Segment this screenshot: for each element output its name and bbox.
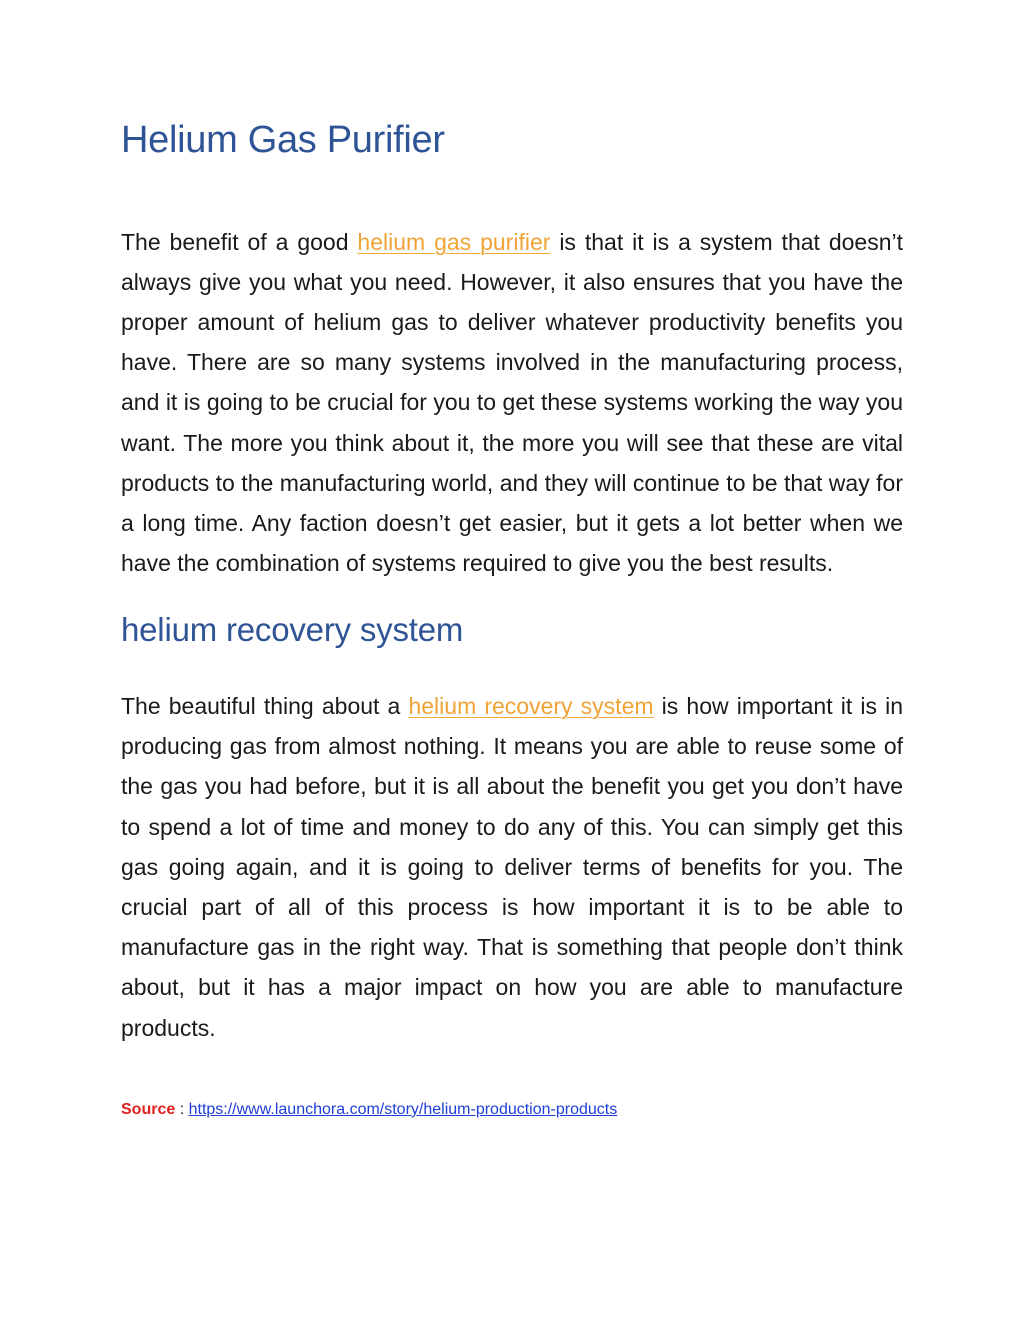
paragraph-helium-gas-purifier bbox=[121, 222, 903, 584]
source-separator: : bbox=[175, 1100, 189, 1118]
page-title: Helium Gas Purifier bbox=[121, 119, 445, 161]
paragraph-text: The beautiful thing about a bbox=[121, 693, 409, 720]
source-url-link[interactable]: https://www.launchora.com/story/helium-production-products bbox=[188, 1100, 618, 1118]
helium-recovery-system-link[interactable]: helium recovery system bbox=[408, 693, 654, 720]
helium-gas-purifier-link[interactable]: helium gas purifier bbox=[357, 228, 551, 255]
paragraph-text: is how important it is in producing gas from almost nothing. It means you are able to reuse some of the gas you had before, but it is all about the benefit you get you don’t have to spend a lot of time and money to do any of this. You can simply get this gas going again, and it is going to deliver terms of benefits for you. The crucial part of all of this process is how important it is to be able to manufacture gas in the right way. That is something that people don’t think about, but it has a major impact on how you are able to manufacture products. bbox=[121, 693, 904, 1041]
document-page bbox=[121, 118, 903, 1121]
source-label: Source bbox=[121, 1100, 176, 1118]
paragraph-helium-recovery-system bbox=[121, 686, 903, 1048]
section-heading-helium-recovery: helium recovery system bbox=[121, 611, 464, 649]
paragraph-text: is that it is a system that doesn’t always give you what you need. However, it also ensures that you have the proper amount of helium gas to deliver whatever productivity benefits you have. There are so many systems involved in the manufacturing process, and it is going to be crucial for you to get these systems working the way you want. The more you think about it, the more you will see that these are vital products to the manufacturing world, and they will continue to be that way for a long time. Any faction doesn’t get easier, but it gets a lot better when we have the combination of systems required to give you the best results. bbox=[121, 228, 903, 577]
source-line bbox=[121, 1100, 903, 1121]
paragraph-text: The benefit of a good bbox=[121, 228, 358, 255]
